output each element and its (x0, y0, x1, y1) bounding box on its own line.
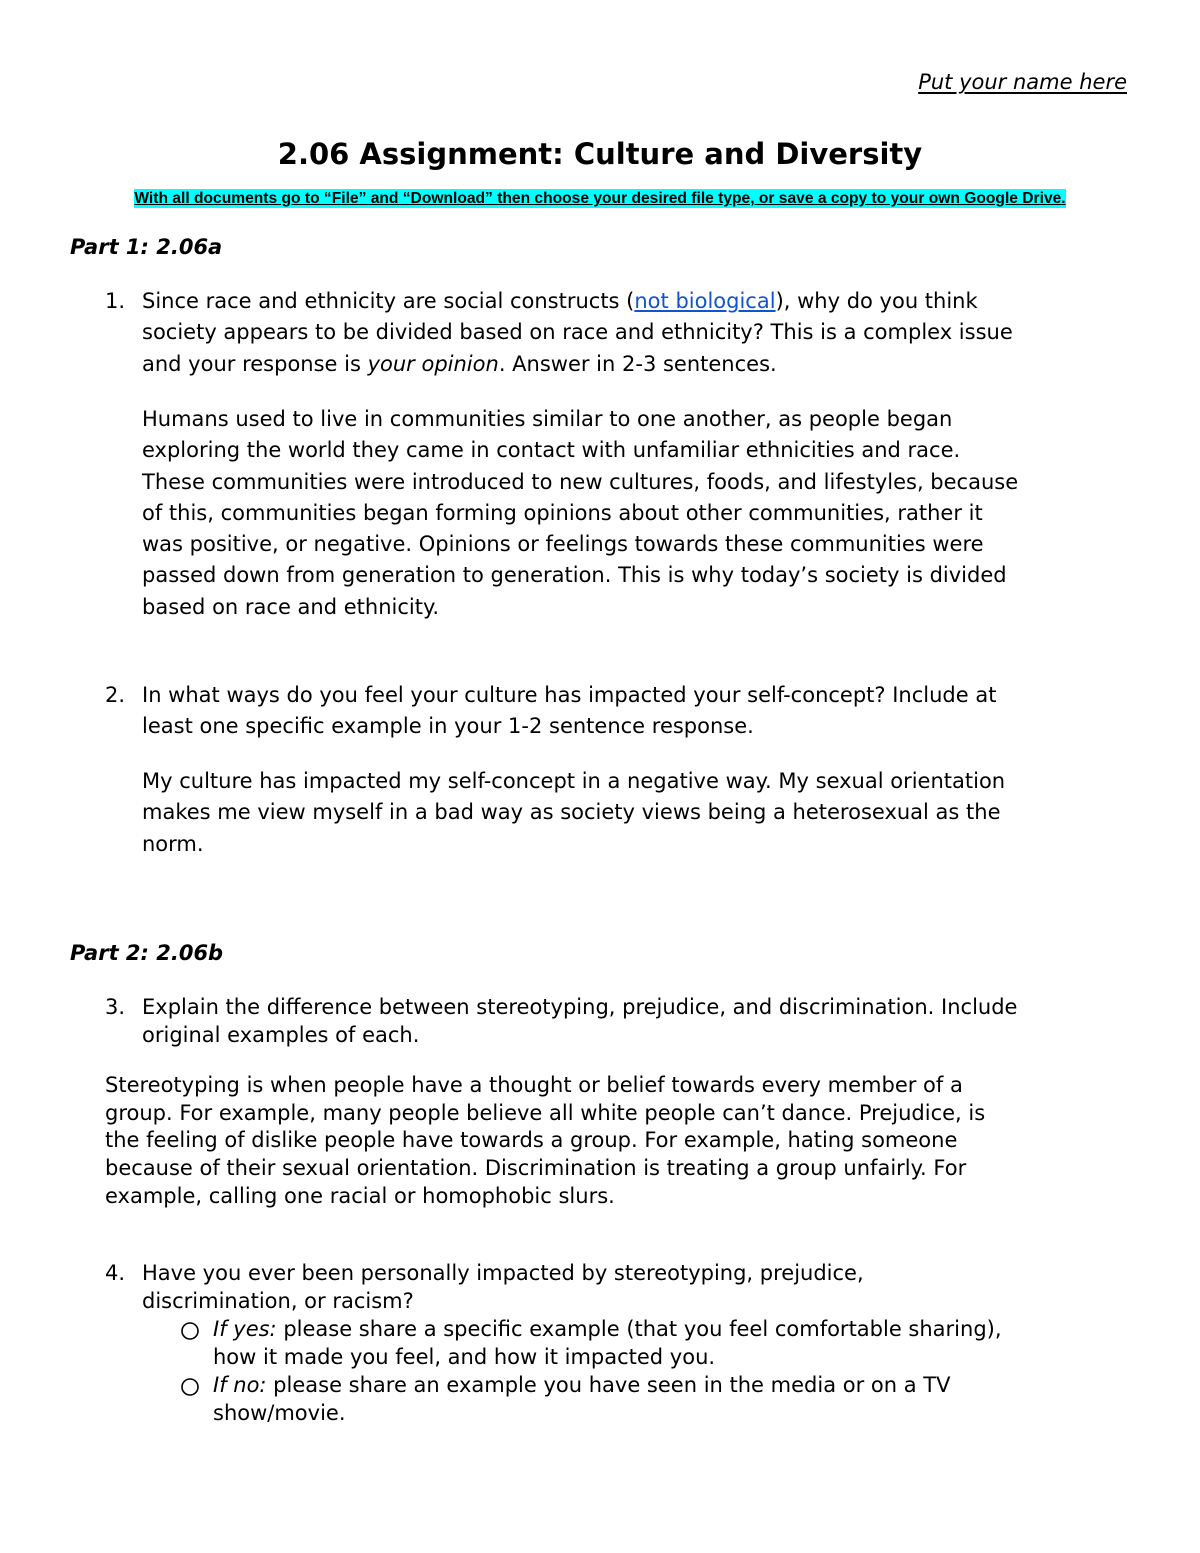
question-3-line: original examples of each. (142, 1022, 420, 1047)
bullet-if-no (213, 1372, 1133, 1427)
question-4-line: Have you ever been personally impacted by stereotyping, prejudice, (142, 1261, 864, 1285)
name-placeholder: Put your name here (918, 70, 1127, 94)
answer-3-line: because of their sexual orientation. Discrimination is treating a group unfairly. For (105, 1156, 967, 1181)
question-1-line3-start: and your response is (142, 351, 368, 376)
answer-1-line: was positive, or negative. Opinions or feelings towards these communities were (142, 532, 984, 557)
part2-heading: Part 2: 2.06b (70, 941, 224, 965)
answer-2-line: My culture has impacted my self-concept in a negative way. My sexual orientation (142, 769, 1006, 793)
question-2-text (142, 680, 1142, 743)
question-1-number: 1. (105, 289, 126, 313)
answer-3 (105, 1072, 1135, 1211)
question-2-line: least one specific example in your 1-2 sentence response. (142, 714, 754, 739)
answer-3-line: the feeling of dislike people have towards a group. For example, hating someone (105, 1128, 958, 1153)
answer-2-line: norm. (142, 831, 204, 856)
download-instructions (0, 188, 1200, 208)
answer-3-line: example, calling one racial or homophobic slurs. (105, 1183, 615, 1208)
answer-3-line: group. For example, many people believe all white people can’t dance. Prejudice, is (105, 1100, 986, 1125)
download-instructions-text: With all documents go to “File” and “Download” then choose your desired file type, or save a copy to your own Google Drive. (134, 190, 1066, 207)
question-1-line1-end: ), why do you think (775, 289, 978, 313)
question-1-line3-end: . Answer in 2-3 sentences. (498, 351, 777, 376)
hollow-circle-bullet-icon (180, 1321, 200, 1341)
answer-1-line: passed down from generation to generation. This is why today’s society is divided (142, 563, 1007, 588)
page-title: 2.06 Assignment: Culture and Diversity (277, 137, 923, 171)
answer-1-line: These communities were introduced to new cultures, foods, and lifestyles, because (142, 469, 1019, 494)
question-1-text (142, 286, 1142, 380)
part1-heading: Part 1: 2.06a (70, 235, 223, 259)
bullet-if-no-line2: show/movie. (213, 1400, 346, 1425)
hollow-circle-bullet-icon (180, 1377, 200, 1397)
question-1-line2: society appears to be divided based on race and ethnicity? This is a complex issue (142, 320, 1013, 345)
bullet-if-yes (213, 1316, 1133, 1371)
bullet-if-no-line1: please share an example you have seen in the media or on a TV (266, 1373, 951, 1397)
question-3-text (142, 994, 1142, 1049)
answer-1-line: based on race and ethnicity. (142, 594, 440, 619)
question-1-line1-start: Since race and ethnicity are social constructs ( (142, 289, 635, 313)
question-2-number: 2. (105, 683, 126, 707)
question-3-line: Explain the difference between stereotyping, prejudice, and discrimination. Include (142, 995, 1018, 1019)
question-3-number: 3. (105, 995, 126, 1019)
question-4-text (142, 1260, 1142, 1315)
answer-1-line: exploring the world they came in contact with unfamiliar ethnicities and race. (142, 438, 961, 463)
bullet-if-yes-line2: how it made you feel, and how it impacted you. (213, 1344, 716, 1369)
answer-1-line: of this, communities began forming opinions about other communities, rather it (142, 500, 983, 525)
question-4-line: discrimination, or racism? (142, 1288, 414, 1313)
answer-2-line: makes me view myself in a bad way as society views being a heterosexual as the (142, 800, 1001, 825)
bullet-if-yes-line1: please share a specific example (that you feel comfortable sharing), (276, 1317, 1002, 1341)
not-biological-link[interactable]: not biological (634, 289, 776, 313)
bullet-if-no-label: If no: (213, 1373, 267, 1397)
question-2-line: In what ways do you feel your culture has impacted your self-concept? Include at (142, 683, 997, 707)
question-4-number: 4. (105, 1261, 126, 1285)
answer-2 (142, 766, 1132, 860)
question-1-opinion-emphasis: your opinion (367, 351, 499, 376)
answer-1-line: Humans used to live in communities similar to one another, as people began (142, 407, 953, 431)
answer-3-line: Stereotyping is when people have a thought or belief towards every member of a (105, 1073, 963, 1097)
answer-1 (142, 404, 1132, 623)
bullet-if-yes-label: If yes: (213, 1317, 277, 1341)
